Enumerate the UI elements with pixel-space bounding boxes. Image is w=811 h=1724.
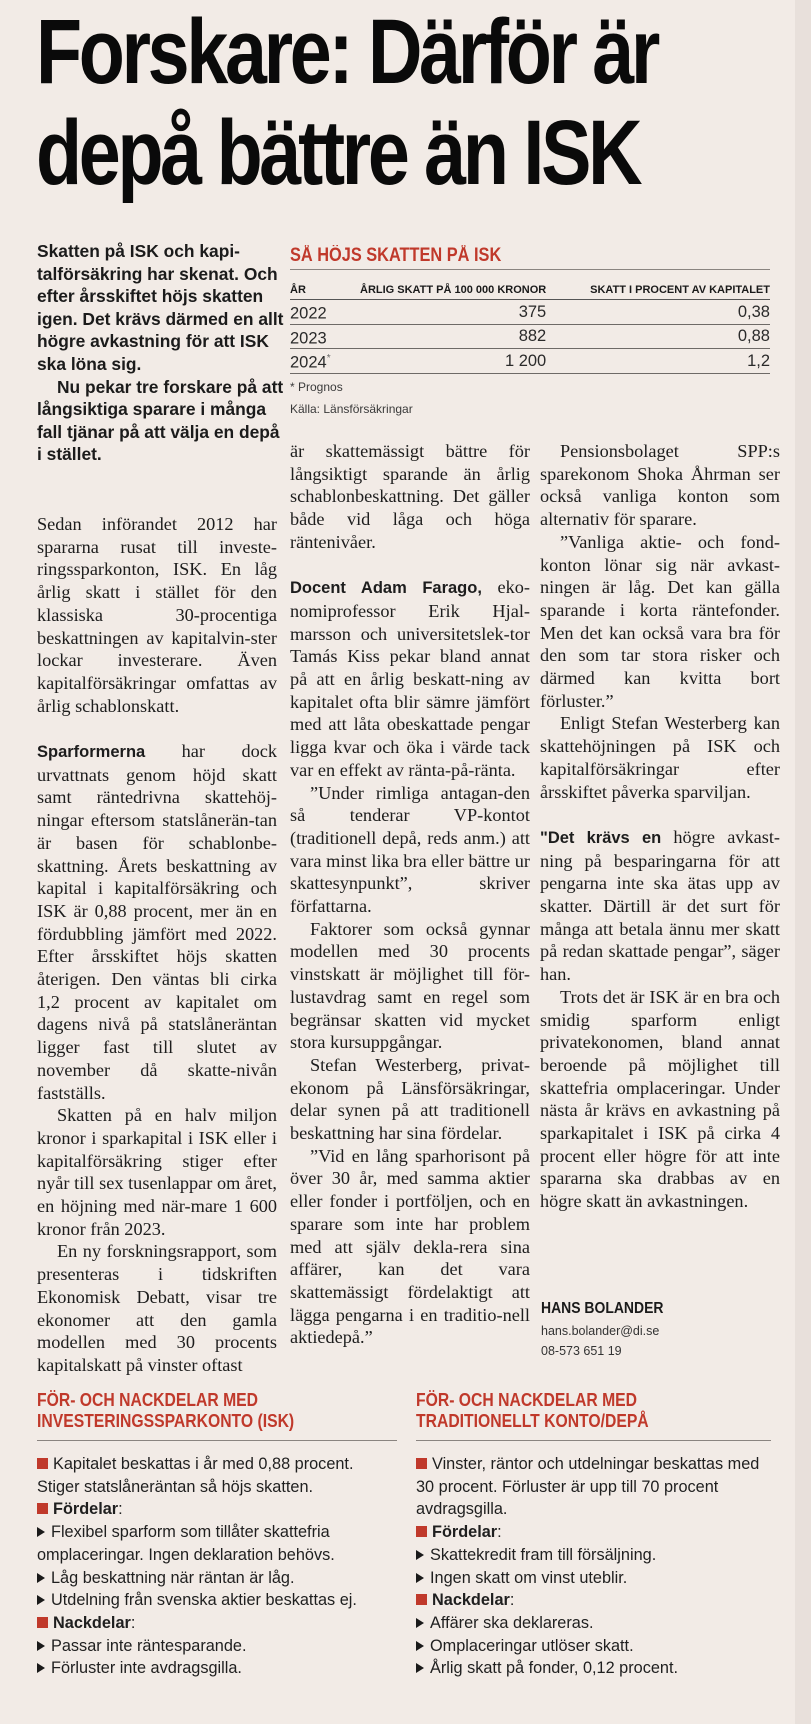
isk-box-divider [37, 1440, 397, 1441]
article-column-1 [37, 513, 277, 1377]
cell-annual-tax: 375 [360, 300, 546, 325]
red-square-bullet-icon [416, 1458, 427, 1469]
body-paragraph: Pensionsbolaget SPP:s sparekonom Shoka Åhrman ser också vanliga konton som alternativ för sparare. [540, 441, 780, 530]
triangle-bullet-icon [416, 1663, 424, 1673]
article-column-2 [290, 440, 530, 1349]
author-phone: 08-573 651 19 [541, 1344, 622, 1358]
isk-box-title: FÖR- OCH NACKDELAR MED INVESTERINGSSPARKONTO (ISK) [37, 1389, 295, 1431]
red-square-bullet-icon [416, 1526, 427, 1537]
isk-intro: Kapitalet beskattas i år med 0,88 procent. Stiger statslåneräntan så höjs skatten. [37, 1455, 354, 1496]
article-column-3 [540, 440, 780, 1213]
ingress-paragraph-2: Nu pekar tre forskare på att långsiktiga sparare i många fall tjänar på att välja en depå i stället. [37, 376, 284, 465]
cell-year: 2023 [290, 324, 360, 349]
body-paragraph: "Det krävs en högre avkast-ning på besparingarna för att pengarna inte ska ätas upp av skatter. Därtill är det surt för många att betala ännu mer skatt på redan skattade pengar”, säger han. [540, 826, 780, 985]
body-paragraph: är skattemässigt bättre för långsiktigt sparande än årlig schablonbeskattning. Det gäller både vid låga och höga räntenivåer. [290, 441, 530, 552]
depa-box-divider [416, 1440, 771, 1441]
body-paragraph: En ny forskningsrapport, som presenteras i tidskriften Ekonomisk Debatt, visar tre ekonomer att den gamla modellen med 30 procents kapitalskatt på vinster oftast [37, 1241, 277, 1375]
list-item: Låg beskattning när räntan är låg. [37, 1567, 397, 1590]
triangle-bullet-icon [416, 1550, 424, 1560]
list-item: Förluster inte avdragsgilla. [37, 1657, 397, 1680]
list-item: Årlig skatt på fonder, 0,12 procent. [416, 1657, 771, 1680]
tax-factbox [290, 243, 770, 416]
triangle-bullet-icon [416, 1573, 424, 1583]
triangle-bullet-icon [37, 1663, 45, 1673]
list-item: Flexibel sparform som tillåter skattefria omplaceringar. Ingen deklaration behövs. [37, 1523, 335, 1564]
red-square-bullet-icon [37, 1458, 48, 1469]
paragraph-lead: Sparformerna [37, 743, 146, 762]
author-email[interactable]: hans.bolander@di.se [541, 1324, 660, 1338]
headline-line-1: Forskare: Därför är [36, 1, 658, 103]
tax-table [290, 284, 770, 374]
cell-tax-percent: 0,38 [546, 300, 770, 325]
ingress-paragraph-1: Skatten på ISK och kapi-talförsäkring har skenat. Och efter årsskiftet höjs skatten igen. Det krävs därmed en allt högre avkastning för att ISK ska löna sig. [37, 241, 284, 374]
list-item: Ingen skatt om vinst uteblir. [416, 1567, 771, 1590]
isk-pros-cons-box [37, 1389, 397, 1680]
list-item: Skattekredit fram till försäljning. [416, 1544, 771, 1567]
triangle-bullet-icon [37, 1527, 45, 1537]
author-name: HANS BOLANDER [541, 1300, 664, 1317]
isk-cons-heading: Nackdelar: [37, 1612, 397, 1635]
isk-pros-heading: Fördelar: [37, 1498, 397, 1521]
cell-annual-tax: 882 [360, 324, 546, 349]
triangle-bullet-icon [416, 1641, 424, 1651]
column-header-tax-percent: SKATT I PROCENT AV KAPITALET [546, 284, 770, 300]
factbox-title: SÅ HÖJS SKATTEN PÅ ISK [290, 245, 502, 266]
triangle-bullet-icon [37, 1595, 45, 1605]
list-item: Omplaceringar utlöser skatt. [416, 1635, 771, 1658]
red-square-bullet-icon [416, 1594, 427, 1605]
depa-pros-heading: Fördelar: [416, 1521, 771, 1544]
factbox-source: Källa: Länsförsäkringar [290, 401, 413, 416]
factbox-footnote: * Prognos [290, 379, 343, 394]
factbox-divider [290, 269, 770, 270]
body-paragraph: Stefan Westerberg, privat-ekonom på Länsförsäkringar, delar synen på att traditionell beskattning har sina fördelar. [290, 1054, 530, 1144]
triangle-bullet-icon [37, 1573, 45, 1583]
list-item: Utdelning från svenska aktier beskattas ej. [37, 1589, 397, 1612]
cell-annual-tax: 1 200 [360, 349, 546, 374]
table-row [290, 300, 770, 325]
list-item: Passar inte räntesparande. [37, 1635, 397, 1658]
body-paragraph: Skatten på en halv miljon kronor i sparkapital i ISK eller i kapitalförsäkring stiger efter nyår till sex tusenlappar om året, en höjning med när-mare 1 600 kronor från 2023. [37, 1105, 277, 1239]
ingress [37, 240, 285, 466]
red-square-bullet-icon [37, 1617, 48, 1628]
triangle-bullet-icon [416, 1618, 424, 1628]
red-square-bullet-icon [37, 1503, 48, 1514]
body-paragraph: Faktorer som också gynnar modellen med 30 procents vinstskatt är möjlighet till för-lustavdrag samt en regel som begränsar skatten vid mycket stora kursuppgångar. [290, 918, 530, 1053]
body-paragraph: Docent Adam Farago, eko-nomiprofessor Erik Hjal-marsson och universitetslek-tor Tamás Kiss pekar bland annat på att en årlig beskatt-ning av kapitalet ofta blir sämre jämfört med att låta obeskattade pengar ligga kvar och öka i värde tack var en effekt av ränta-på-ränta. [290, 577, 530, 780]
body-paragraph: Trots det är ISK är en bra och smidig sparform enligt privatekonomen, bland annat beroende på möjlighet till skattefria omplaceringar. Under nästa år krävs en avkastning på sparkapitalet i ISK på cirka 4 procent eller högre för att inte spararna ska drabbas av en högre skatt än avkastningen. [540, 986, 780, 1212]
page-edge [795, 0, 811, 1724]
cell-year: 2022 [290, 300, 360, 325]
cell-tax-percent: 1,2 [546, 349, 770, 374]
headline [36, 2, 659, 204]
depa-box-title: FÖR- OCH NACKDELAR MED TRADITIONELLT KONTO/DEPÅ [416, 1389, 649, 1431]
list-item: Affärer ska deklareras. [416, 1612, 771, 1635]
headline-line-2: depå bättre än ISK [36, 102, 640, 204]
body-paragraph: ”Vanliga aktie- och fond-konton lönar sig när avkast-ningen är låg. Det kan gälla sparande i korta räntefonder. Men det kan också vara bra för den som tar stora risker och därmed kan kvitta bort förluster.” [540, 531, 780, 711]
body-paragraph: Sedan införandet 2012 har spararna rusat till investe-ringssparkonton, ISK. En låg årlig skatt i stället för den klassiska 30-procentiga beskattningen av kapitalvin-ster lockar investerare. Även kapitalförsäkringar omfattas av årlig schablonskatt. [37, 514, 277, 716]
table-header-row [290, 284, 770, 300]
depa-pros-cons-box [416, 1389, 771, 1680]
body-paragraph: Sparformerna har dock urvattnats genom höjd skatt samt räntedrivna skattehöj-ningar eftersom statslånerän-tan är basen för schablonbe-skattning. Årets beskattning av kapital i kapitalförsäkring och ISK är 0,88 procent, mer än en fördubbling jämfört med 2022. Efter årsskiftet höjs skatten återigen. Den väntas bli cirka 1,2 procent av kapitalet om dagens nivå på statslåneräntan ligger fast till slutet av november då skatte-nivån fastställs. [37, 741, 277, 1103]
table-row [290, 324, 770, 349]
column-header-annual-tax: ÅRLIG SKATT PÅ 100 000 KRONOR [360, 284, 546, 300]
table-row [290, 349, 770, 374]
paragraph-lead: Docent Adam Farago, [290, 579, 482, 598]
body-paragraph: ”Vid en lång sparhorisont på över 30 år, med samma aktier eller fonder i portföljen, och en sparare som inte har problem med att själv dekla-rera sina affärer, kan det vara skattemässigt fördelaktigt att lägga pengarna i en traditio-nell aktiedepå.” [290, 1145, 530, 1348]
depa-cons-heading: Nackdelar: [416, 1589, 771, 1612]
paragraph-lead: "Det krävs en [540, 828, 662, 847]
cell-tax-percent: 0,88 [546, 324, 770, 349]
body-paragraph: ”Under rimliga antagan-den så tenderar VP-kontot (traditionell depå, reds anm.) att vara minst lika bra eller bättre ur skattesynpunkt”, skriver författarna. [290, 782, 530, 917]
body-paragraph: Enligt Stefan Westerberg kan skattehöjningen på ISK och kapitalförsäkringar efter årsskiftet påverka sparviljan. [540, 713, 780, 802]
cell-year: 2024* [290, 349, 360, 374]
byline [541, 1300, 677, 1358]
triangle-bullet-icon [37, 1641, 45, 1651]
column-header-year: ÅR [290, 284, 360, 300]
depa-intro: Vinster, räntor och utdelningar beskattas med 30 procent. Förluster är upp till 70 procent avdragsgilla. [416, 1455, 760, 1519]
